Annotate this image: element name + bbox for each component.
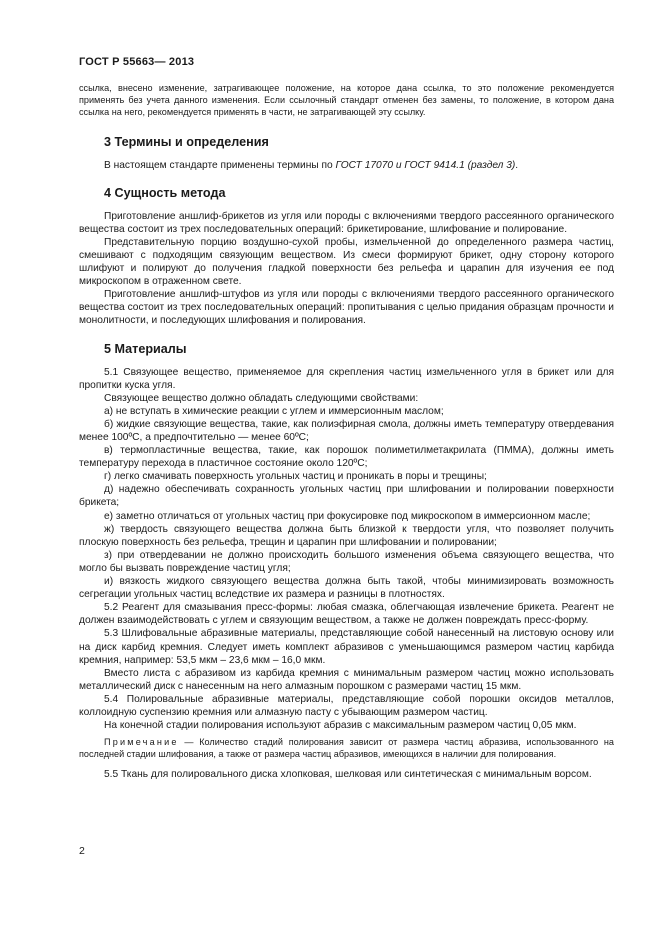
section-5-title: 5 Материалы [104, 341, 187, 356]
list-item-e: е) заметно отличаться от угольных частиц при фокусировке под микроскопом в иммерсионном масле; [104, 510, 591, 522]
document-page [79, 56, 614, 781]
list-item-i: и) вязкость жидкого связующего вещества должна быть такой, чтобы минимизировать возможность сегрегации угольных частиц вследствие их размера и разницы в плотностях. [79, 576, 614, 601]
list-item-d: д) надежно обеспечивать сохранность угольных частиц при шлифовании и полировании поверхности брикета; [79, 484, 614, 509]
section-5-4-paragraph: 5.4 Полировальные абразивные материалы, представляющие собой порошки оксидов металлов, коллоидную суспензию кремния или алмазную пасту с убывающим размером частиц. [79, 693, 614, 718]
section-4-title: 4 Сущность метода [104, 185, 226, 200]
section-5-5-paragraph: 5.5 Ткань для полировального диска хлопковая, шелковая или синтетическая с минимальным ворсом. [104, 768, 592, 780]
note-paragraph: Примечание — Количество стадий полирования зависит от размера частиц абразива, использованного на последней стадии шлифования, а также от размера частиц абразивов, имеющихся в наличии для полирования. [79, 737, 614, 760]
list-item-b: б) жидкие связующие вещества, такие, как полиэфирная смола, должны иметь температуру отвердевания менее 100ºС, а предпочтительно — менее 60ºС; [79, 418, 614, 444]
section-4-paragraph-2: Представительную порцию воздушно-сухой пробы, измельченной до определенного размера частиц, смешивают с подходящим связующим веществом. Из смеси формируют брикет, одну сторону которого шлифуют и полируют до получения гладкой поверхности без рельефа и царапин для изучения ее под микроскопом в отраженном свете. [79, 236, 614, 288]
list-item-g: г) легко смачивать поверхность угольных частиц и проникать в поры и трещины; [104, 471, 487, 483]
section-4-paragraph-1: Приготовление аншлиф-брикетов из угля или породы с включениями твердого рассеянного органического вещества состоит из трех последовательных операций: брикетирование, шлифование и полирование. [79, 210, 614, 235]
document-header: ГОСТ Р 55663— 2013 [79, 56, 195, 68]
note-lead: Примечание [104, 737, 179, 748]
section-5-3-paragraph: 5.3 Шлифовальные абразивные материалы, представляющие собой нанесенный на листовую основу или на диск карбид кремния. Следует иметь комплект абразивов с уменьшающимся размером частиц карбида кремния, например: 53,5 мкм – 23,6 мкм – 16,0 мкм. [79, 628, 614, 666]
section-5-paragraph: 5.1 Связующее вещество, применяемое для скрепления частиц измельченного угля в брикет или для пропитки куска угля. [79, 366, 614, 391]
intro-paragraph: ссылка, внесено изменение, затрагивающее положение, на которое дана ссылка, то это положение рекомендуется применять без учета данного изменения. Если ссылочный стандарт отменен без замены, то положение, в котором дана ссылка на него, рекомендуется применять в части, не затрагивающей эту ссылку. [79, 83, 614, 118]
section-5-2-paragraph: 5.2 Реагент для смазывания пресс-формы: любая смазка, облегчающая извлечение брикета. Реагент не должен взаимодействовать с углем и связующим веществом, а также не должен повреждать пресс-форму. [79, 602, 614, 627]
section-3-paragraph: В настоящем стандарте применены термины по ГОСТ 17070 и ГОСТ 9414.1 (раздел 3). [104, 159, 519, 171]
list-item-z: з) при отвердевании не должно происходить большого изменения объема связующего вещества, что могло бы вызвать повреждение частиц угля; [79, 549, 614, 574]
list-item-v: в) термопластичные вещества, такие, как порошок полиметилметакрилата (ПММА), должны иметь температуру перехода в пластичное состояние около 120ºС; [79, 445, 614, 470]
section-5-paragraph: Связующее вещество должно обладать следующими свойствами: [104, 392, 419, 404]
page-number: 2 [79, 845, 85, 857]
list-item-a: а) не вступать в химические реакции с углем и иммерсионным маслом; [104, 405, 444, 417]
standards-reference: ГОСТ 17070 и ГОСТ 9414.1 (раздел 3) [335, 159, 516, 171]
list-item-zh: ж) твердость связующего вещества должна быть близкой к твердости угля, что позволяет получить плоскую поверхность без рельефа, трещин и царапин при шлифовании и полировании; [79, 523, 614, 548]
section-5-4-extra-paragraph: На конечной стадии полирования используют абразив с максимальным размером частиц 0,05 мкм. [104, 720, 577, 732]
section-3-title: 3 Термины и определения [104, 134, 269, 149]
section-4-paragraph-3: Приготовление аншлиф-штуфов из угля или породы с включениями твердого рассеянного органического вещества состоит из трех последовательных операций: пропитывания с целью придания образцам прочности и монолитности, и последующих шлифования и полирования. [79, 289, 614, 327]
section-5-3-extra-paragraph: Вместо листа с абразивом из карбида кремния с минимальным размером частиц можно использовать металлический диск с нанесенным на него алмазным порошком с размерами частиц 15 мкм. [79, 667, 614, 692]
